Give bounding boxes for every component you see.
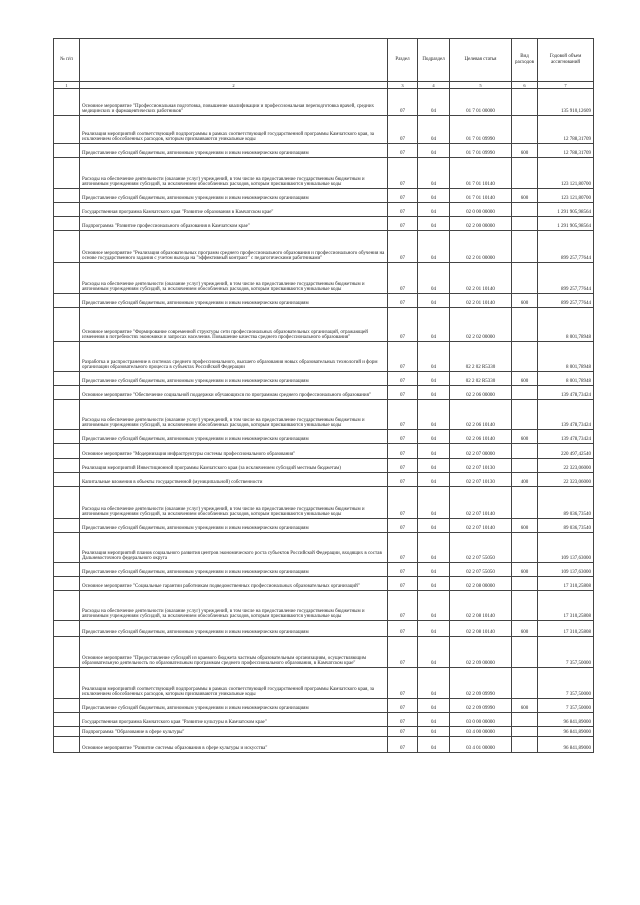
row-number [54,563,80,577]
expense-type-code: 600 [512,621,538,637]
expense-type-code [512,231,538,263]
expense-type-code [512,668,538,699]
table-row [54,203,594,217]
item-name: Предоставление субсидий бюджетным, автономным учреждениям и иным некоммерческим организациям [80,372,388,386]
annual-amount: 139 478,73424 [538,400,594,430]
podrazdel-code: 04 [418,713,450,727]
table-row [54,621,594,637]
podrazdel-code: 04 [418,533,450,563]
annual-amount: 109 137,63000 [538,563,594,577]
row-number [54,577,80,591]
target-article-code: 02 2 09 00000 [450,637,512,668]
table-row [54,372,594,386]
podrazdel-code: 04 [418,737,450,753]
item-name: Предоставление субсидий бюджетным, автономным учреждениям и иным некоммерческим организациям [80,144,388,158]
expense-type-code [512,459,538,473]
item-name: Предоставление субсидий бюджетным, автономным учреждениям и иным некоммерческим организациям [80,519,388,533]
podrazdel-code: 04 [418,621,450,637]
expense-type-code [512,444,538,459]
razdel-code: 07 [388,577,418,591]
row-number [54,158,80,189]
item-name: Основное мероприятие "Предоставление субсидий из краевого бюджета частным образовательным организациям, осуществляющим образовательную деятельность по образовательным программам среднего профессионального образования, в Камчатском крае" [80,637,388,668]
row-number [54,487,80,519]
podrazdel-code: 04 [418,430,450,444]
column-number: 6 [512,82,538,89]
budget-table [53,38,594,753]
table-row [54,189,594,203]
header-name [80,39,388,82]
razdel-code: 07 [388,400,418,430]
expense-type-code [512,400,538,430]
razdel-code: 07 [388,203,418,217]
column-number-row [54,82,594,89]
expense-type-code: 600 [512,519,538,533]
annual-amount: 96 841,89000 [538,713,594,727]
podrazdel-code: 04 [418,308,450,342]
podrazdel-code: 04 [418,473,450,487]
expense-type-code: 600 [512,699,538,713]
table-row [54,563,594,577]
row-number [54,189,80,203]
item-name: Подпрограмма "Развитие профессионального образования в Камчатском крае" [80,217,388,231]
expense-type-code: 600 [512,144,538,158]
expense-type-code [512,386,538,400]
item-name: Основное мероприятие "Социальные гарантии работникам подведомственных профессиональных образовательных организаций" [80,577,388,591]
table-row [54,116,594,144]
podrazdel-code: 04 [418,459,450,473]
podrazdel-code: 04 [418,563,450,577]
row-number [54,533,80,563]
razdel-code: 07 [388,727,418,737]
row-number [54,737,80,753]
target-article-code: 01 7 01 10140 [450,158,512,189]
row-number [54,217,80,231]
expense-type-code: 600 [512,563,538,577]
header-target-article: Целевая статья [450,39,512,82]
table-row [54,158,594,189]
row-number [54,89,80,116]
target-article-code: 02 2 02 R5330 [450,342,512,372]
podrazdel-code: 04 [418,158,450,189]
razdel-code: 07 [388,158,418,189]
table-row [54,342,594,372]
razdel-code: 07 [388,637,418,668]
item-name: Предоставление субсидий бюджетным, автономным учреждениям и иным некоммерческим организациям [80,621,388,637]
target-article-code: 01 7 01 09990 [450,144,512,158]
target-article-code: 02 2 07 10130 [450,459,512,473]
target-article-code: 02 2 09 09990 [450,668,512,699]
table-row [54,459,594,473]
expense-type-code [512,158,538,189]
expense-type-code [512,308,538,342]
target-article-code: 02 2 08 00000 [450,577,512,591]
target-article-code: 02 2 01 10140 [450,263,512,294]
expense-type-code: 600 [512,372,538,386]
row-number [54,444,80,459]
annual-amount: 89 036,73540 [538,519,594,533]
row-number [54,294,80,308]
target-article-code: 01 7 01 10140 [450,189,512,203]
item-name: Капитальные вложения в объекты государственной (муниципальной) собственности [80,473,388,487]
target-article-code: 03 4 01 00000 [450,737,512,753]
podrazdel-code: 04 [418,231,450,263]
item-name: Основное мероприятие "Профессиональная подготовка, повышение квалификации и профессиональная переподготовка врачей, средних медицинских и фармацевтических работников" [80,89,388,116]
row-number [54,591,80,621]
row-number [54,400,80,430]
item-name: Государственная программа Камчатского края "Развитие образования в Камчатском крае" [80,203,388,217]
annual-amount: 17 310,25808 [538,591,594,621]
target-article-code: 02 2 07 00000 [450,444,512,459]
razdel-code: 07 [388,430,418,444]
podrazdel-code: 04 [418,400,450,430]
razdel-code: 07 [388,563,418,577]
item-name: Основное мероприятие "Развитие системы образования в сфере культуры и искусства" [80,737,388,753]
row-number [54,459,80,473]
expense-type-code: 600 [512,430,538,444]
podrazdel-code: 04 [418,342,450,372]
expense-type-code [512,727,538,737]
item-name: Предоставление субсидий бюджетным, автономным учреждениям и иным некоммерческим организациям [80,430,388,444]
target-article-code: 02 2 01 00000 [450,231,512,263]
expense-type-code: 600 [512,294,538,308]
target-article-code: 03 4 00 00000 [450,727,512,737]
expense-type-code [512,713,538,727]
podrazdel-code: 04 [418,189,450,203]
header-num: № п/п [54,39,80,82]
annual-amount: 135 910,12609 [538,89,594,116]
table-row [54,308,594,342]
podrazdel-code: 04 [418,487,450,519]
podrazdel-code: 04 [418,637,450,668]
table-row [54,713,594,727]
annual-amount: 8 001,78948 [538,308,594,342]
podrazdel-code: 04 [418,263,450,294]
header-row [54,39,594,82]
podrazdel-code: 04 [418,591,450,621]
target-article-code: 02 2 08 10140 [450,621,512,637]
header-expense-type: Вид расходов [512,39,538,82]
annual-amount: 7 357,50000 [538,668,594,699]
annual-amount: 22 323,06000 [538,459,594,473]
item-name: Основное мероприятие "Формирование современной структуры сети профессиональных образовательных организаций, отражающей изменения в потребностях экономики и запросах населения. Повышение качества среднего профессионального образования" [80,308,388,342]
razdel-code: 07 [388,372,418,386]
row-number [54,144,80,158]
annual-amount: 139 478,73424 [538,430,594,444]
podrazdel-code: 04 [418,519,450,533]
expense-type-code [512,487,538,519]
item-name: Подпрограмма "Образование в сфере культуры" [80,727,388,737]
item-name: Реализация мероприятий планов социального развития центров экономического роста субъектов Российской Федерации, входящих в состав Дальневосточного федерального округа [80,533,388,563]
table-row [54,400,594,430]
razdel-code: 07 [388,217,418,231]
expense-type-code: 400 [512,473,538,487]
row-number [54,473,80,487]
target-article-code: 02 2 06 00000 [450,386,512,400]
row-number [54,637,80,668]
column-number: 3 [388,82,418,89]
row-number [54,713,80,727]
podrazdel-code: 04 [418,372,450,386]
item-name: Разработка и распространение в системах среднего профессионального, высшего образования новых образовательных технологий и форм организации образовательного процесса в субъектах Российской Федерации [80,342,388,372]
razdel-code: 07 [388,308,418,342]
table-row [54,144,594,158]
annual-amount: 123 121,80700 [538,189,594,203]
header-podrazdel: Подраздел [418,39,450,82]
annual-amount: 109 137,63000 [538,533,594,563]
column-number: 4 [418,82,450,89]
target-article-code: 03 0 00 00000 [450,713,512,727]
item-name: Реализация мероприятий соответствующей подпрограммы в рамках соответствующей государственной программы Камчатского края, за исключением обособленных расходов, которым присваиваются уникальные коды [80,116,388,144]
razdel-code: 07 [388,459,418,473]
razdel-code: 07 [388,699,418,713]
target-article-code: 02 2 02 R5330 [450,372,512,386]
target-article-code: 02 2 06 10140 [450,400,512,430]
annual-amount: 139 478,73424 [538,386,594,400]
row-number [54,430,80,444]
header-razdel: Раздел [388,39,418,82]
razdel-code: 07 [388,591,418,621]
annual-amount: 96 841,89000 [538,737,594,753]
table-row [54,294,594,308]
item-name: Предоставление субсидий бюджетным, автономным учреждениям и иным некоммерческим организациям [80,294,388,308]
item-name: Предоставление субсидий бюджетным, автономным учреждениям и иным некоммерческим организациям [80,563,388,577]
column-number: 2 [80,82,388,89]
annual-amount: 899 257,77644 [538,231,594,263]
row-number [54,231,80,263]
annual-amount: 17 310,25808 [538,577,594,591]
razdel-code: 07 [388,189,418,203]
expense-type-code: 600 [512,189,538,203]
expense-type-code [512,217,538,231]
header-annual-amount: Годовой объем ассигнований [538,39,594,82]
target-article-code: 02 2 00 00000 [450,217,512,231]
razdel-code: 07 [388,294,418,308]
table-row [54,533,594,563]
razdel-code: 07 [388,231,418,263]
table-row [54,487,594,519]
row-number [54,308,80,342]
table-row [54,430,594,444]
table-row [54,519,594,533]
razdel-code: 07 [388,89,418,116]
annual-amount: 89 036,73540 [538,487,594,519]
expense-type-code [512,203,538,217]
target-article-code: 02 2 08 10140 [450,591,512,621]
table-row [54,444,594,459]
annual-amount: 12 788,31709 [538,116,594,144]
target-article-code: 02 2 07 55050 [450,533,512,563]
razdel-code: 07 [388,473,418,487]
table-row [54,217,594,231]
target-article-code: 02 0 00 00000 [450,203,512,217]
annual-amount: 12 788,31709 [538,144,594,158]
item-name: Основное мероприятие "Обеспечение социальной поддержки обучающихся по программам среднего профессионального образования" [80,386,388,400]
annual-amount: 7 357,50000 [538,699,594,713]
column-number: 1 [54,82,80,89]
expense-type-code [512,533,538,563]
expense-type-code [512,342,538,372]
table-row [54,231,594,263]
row-number [54,621,80,637]
item-name: Государственная программа Камчатского края "Развитие культуры в Камчатском крае" [80,713,388,727]
podrazdel-code: 04 [418,89,450,116]
podrazdel-code: 04 [418,727,450,737]
target-article-code: 01 7 01 00000 [450,89,512,116]
razdel-code: 07 [388,668,418,699]
table-row [54,473,594,487]
table-row [54,737,594,753]
table-row [54,727,594,737]
annual-amount: 8 001,78948 [538,342,594,372]
item-name: Расходы на обеспечение деятельности (оказание услуг) учреждений, в том числе на предоставление государственным бюджетным и автономным учреждениям субсидий, за исключением обособленных расходов, которым присваиваются уникальные коды [80,263,388,294]
podrazdel-code: 04 [418,144,450,158]
annual-amount: 7 357,50000 [538,637,594,668]
razdel-code: 07 [388,621,418,637]
podrazdel-code: 04 [418,699,450,713]
target-article-code: 02 2 06 10140 [450,430,512,444]
row-number [54,386,80,400]
row-number [54,203,80,217]
razdel-code: 07 [388,444,418,459]
expense-type-code [512,737,538,753]
annual-amount: 1 291 905,98564 [538,203,594,217]
annual-amount: 899 257,77644 [538,263,594,294]
item-name: Реализация мероприятий соответствующей подпрограммы в рамках соответствующей государственной программы Камчатского края, за исключением обособленных расходов, которым присваиваются уникальные коды [80,668,388,699]
row-number [54,116,80,144]
target-article-code: 02 2 09 09990 [450,699,512,713]
razdel-code: 07 [388,263,418,294]
row-number [54,699,80,713]
table-row [54,699,594,713]
annual-amount: 1 291 905,98564 [538,217,594,231]
expense-type-code [512,89,538,116]
row-number [54,342,80,372]
expense-type-code [512,637,538,668]
annual-amount: 899 257,77644 [538,294,594,308]
target-article-code: 02 2 07 10140 [450,519,512,533]
row-number [54,727,80,737]
row-number [54,372,80,386]
target-article-code: 02 2 07 10140 [450,487,512,519]
podrazdel-code: 04 [418,116,450,144]
podrazdel-code: 04 [418,444,450,459]
expense-type-code [512,577,538,591]
annual-amount: 96 841,89000 [538,727,594,737]
razdel-code: 07 [388,386,418,400]
item-name: Расходы на обеспечение деятельности (оказание услуг) учреждений, в том числе на предоставление государственным бюджетным и автономным учреждениям субсидий, за исключением обособленных расходов, которым присваиваются уникальные коды [80,400,388,430]
item-name: Основное мероприятие "Модернизация инфраструктуры системы профессионального образования" [80,444,388,459]
razdel-code: 07 [388,342,418,372]
item-name: Предоставление субсидий бюджетным, автономным учреждениям и иным некоммерческим организациям [80,189,388,203]
razdel-code: 07 [388,144,418,158]
razdel-code: 07 [388,519,418,533]
table-row [54,89,594,116]
annual-amount: 8 001,78948 [538,372,594,386]
expense-type-code [512,116,538,144]
table-row [54,591,594,621]
target-article-code: 02 2 02 00000 [450,308,512,342]
podrazdel-code: 04 [418,386,450,400]
podrazdel-code: 04 [418,577,450,591]
item-name: Реализация мероприятий Инвестиционной программы Камчатского края (за исключением субсидий местным бюджетам) [80,459,388,473]
item-name: Предоставление субсидий бюджетным, автономным учреждениям и иным некоммерческим организациям [80,699,388,713]
podrazdel-code: 04 [418,217,450,231]
razdel-code: 07 [388,737,418,753]
razdel-code: 07 [388,713,418,727]
razdel-code: 07 [388,487,418,519]
razdel-code: 07 [388,116,418,144]
annual-amount: 17 310,25808 [538,621,594,637]
target-article-code: 02 2 01 10140 [450,294,512,308]
table-row [54,386,594,400]
expense-type-code [512,263,538,294]
podrazdel-code: 04 [418,294,450,308]
item-name: Расходы на обеспечение деятельности (оказание услуг) учреждений, в том числе на предоставление государственным бюджетным и автономным учреждениям субсидий, за исключением обособленных расходов, которым присваиваются уникальные коды [80,591,388,621]
target-article-code: 02 2 07 55050 [450,563,512,577]
expense-type-code [512,591,538,621]
target-article-code: 01 7 01 09990 [450,116,512,144]
row-number [54,263,80,294]
column-number: 5 [450,82,512,89]
annual-amount: 220 497,42540 [538,444,594,459]
podrazdel-code: 04 [418,668,450,699]
annual-amount: 123 121,80700 [538,158,594,189]
row-number [54,519,80,533]
item-name: Расходы на обеспечение деятельности (оказание услуг) учреждений, в том числе на предоставление государственным бюджетным и автономным учреждениям субсидий, за исключением обособленных расходов, которым присваиваются уникальные коды [80,158,388,189]
razdel-code: 07 [388,533,418,563]
table-row [54,263,594,294]
item-name: Основное мероприятие "Реализация образовательных программ среднего профессионального образования и профессионального обучения на основе государственного задания с учетом выхода на "эффективный контракт" с педагогическими работниками" [80,231,388,263]
podrazdel-code: 04 [418,203,450,217]
annual-amount: 22 323,06000 [538,473,594,487]
row-number [54,668,80,699]
target-article-code: 02 2 07 10130 [450,473,512,487]
table-row [54,668,594,699]
table-row [54,637,594,668]
column-number: 7 [538,82,594,89]
item-name: Расходы на обеспечение деятельности (оказание услуг) учреждений, в том числе на предоставление государственным бюджетным и автономным учреждениям субсидий, за исключением обособленных расходов, которым присваиваются уникальные коды [80,487,388,519]
table-row [54,577,594,591]
